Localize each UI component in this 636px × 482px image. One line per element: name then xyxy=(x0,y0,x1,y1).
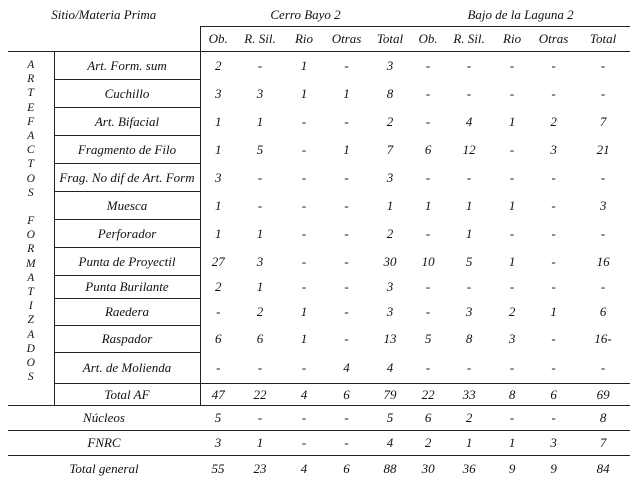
table-cell: 1 xyxy=(445,431,493,456)
row-label: Art. Form. sum xyxy=(54,52,200,80)
vertical-letter: A xyxy=(27,129,34,143)
table-cell: 3 xyxy=(369,52,411,80)
table-cell: 27 xyxy=(200,248,236,276)
table-cell: 10 xyxy=(411,248,445,276)
table-cell: 3 xyxy=(369,164,411,192)
row-label: Muesca xyxy=(54,192,200,220)
table-cell: 4 xyxy=(369,431,411,456)
row-label: Art. de Molienda xyxy=(54,353,200,384)
table-cell: 13 xyxy=(369,326,411,353)
table-cell: - xyxy=(236,406,284,431)
table-cell: 1 xyxy=(493,248,531,276)
site-name-cerro-bayo: Cerro Bayo 2 xyxy=(200,4,411,27)
table-row xyxy=(8,276,630,299)
table-cell: - xyxy=(324,431,369,456)
table-cell: - xyxy=(284,406,324,431)
table-cell: - xyxy=(411,80,445,108)
vertical-letter: F xyxy=(27,214,34,228)
table-cell: - xyxy=(324,326,369,353)
table-cell: - xyxy=(284,108,324,136)
table-cell: 1 xyxy=(200,108,236,136)
table-cell: 1 xyxy=(236,220,284,248)
table-cell: 1 xyxy=(411,192,445,220)
table-cell: 1 xyxy=(200,220,236,248)
table-cell: - xyxy=(284,276,324,299)
table-cell: - xyxy=(236,353,284,384)
vertical-category-label xyxy=(8,52,54,406)
table-cell: - xyxy=(493,276,531,299)
table-cell: - xyxy=(493,136,531,164)
table-cell: - xyxy=(531,80,576,108)
table-cell: - xyxy=(236,192,284,220)
table-cell: - xyxy=(445,80,493,108)
table-cell: 1 xyxy=(236,431,284,456)
table-cell: 6 xyxy=(200,326,236,353)
vertical-letter: T xyxy=(28,285,34,299)
table-cell: - xyxy=(324,108,369,136)
table-cell: 3 xyxy=(369,299,411,326)
column-header: R. Sil. xyxy=(445,27,493,52)
table-row xyxy=(8,220,630,248)
table-cell: 2 xyxy=(369,220,411,248)
row-label: Cuchillo xyxy=(54,80,200,108)
table-row xyxy=(8,136,630,164)
table-cell: 23 xyxy=(236,456,284,482)
table-cell: 79 xyxy=(369,384,411,406)
table-cell: 6 xyxy=(411,136,445,164)
vertical-letter: O xyxy=(27,172,35,186)
table-cell: 55 xyxy=(200,456,236,482)
vertical-letter: I xyxy=(29,299,33,313)
row-label: Perforador xyxy=(54,220,200,248)
table-cell: 3 xyxy=(369,276,411,299)
table-cell: 1 xyxy=(236,276,284,299)
table-cell: 1 xyxy=(200,192,236,220)
table-cell: 5 xyxy=(445,248,493,276)
table-cell: - xyxy=(576,52,630,80)
table-cell: 6 xyxy=(411,406,445,431)
table-cell: 88 xyxy=(369,456,411,482)
table-cell: - xyxy=(531,248,576,276)
table-cell: 5 xyxy=(200,406,236,431)
row-label: Fragmento de Filo xyxy=(54,136,200,164)
table-cell: 21 xyxy=(576,136,630,164)
table-cell: - xyxy=(493,220,531,248)
vertical-letter: T xyxy=(28,86,34,100)
table-cell: - xyxy=(324,52,369,80)
table-cell: 1 xyxy=(531,299,576,326)
table-cell: 1 xyxy=(324,80,369,108)
vertical-letter: C xyxy=(27,143,35,157)
table-row xyxy=(8,108,630,136)
vertical-letter: O xyxy=(27,228,35,242)
vertical-letter: S xyxy=(28,186,34,200)
table-row xyxy=(8,52,630,80)
table-cell: 8 xyxy=(576,406,630,431)
table-cell: - xyxy=(411,299,445,326)
table-cell: 6 xyxy=(531,384,576,406)
table-cell: 3 xyxy=(445,299,493,326)
table-cell: 84 xyxy=(576,456,630,482)
table-cell: - xyxy=(411,220,445,248)
row-label: Frag. No dif de Art. Form xyxy=(54,164,200,192)
table-cell: 4 xyxy=(284,456,324,482)
table-cell: - xyxy=(324,220,369,248)
table-cell: - xyxy=(411,52,445,80)
table-cell: - xyxy=(324,164,369,192)
table-cell: 7 xyxy=(576,431,630,456)
column-header: R. Sil. xyxy=(236,27,284,52)
table-cell: - xyxy=(284,164,324,192)
table-cell: - xyxy=(493,80,531,108)
vertical-letter: O xyxy=(27,356,35,370)
column-header: Rio xyxy=(493,27,531,52)
vertical-letter: D xyxy=(27,342,35,356)
raw-material-table xyxy=(8,4,630,482)
column-header: Rio xyxy=(284,27,324,52)
table-cell: 1 xyxy=(493,431,531,456)
table-cell: - xyxy=(284,353,324,384)
vertical-letter: T xyxy=(28,157,34,171)
table-cell: - xyxy=(576,80,630,108)
table-cell: 30 xyxy=(369,248,411,276)
table-cell: 69 xyxy=(576,384,630,406)
vertical-letter: A xyxy=(27,58,34,72)
table-cell: - xyxy=(284,431,324,456)
table-cell: 7 xyxy=(576,108,630,136)
table-cell: 1 xyxy=(236,108,284,136)
table-cell: 3 xyxy=(576,192,630,220)
column-header: Total xyxy=(576,27,630,52)
table-cell: 2 xyxy=(531,108,576,136)
row-label: Punta Burilante xyxy=(54,276,200,299)
vertical-letter: Z xyxy=(28,313,34,327)
table-cell: 1 xyxy=(369,192,411,220)
table-cell: 5 xyxy=(236,136,284,164)
table-cell: 33 xyxy=(445,384,493,406)
column-header: Otras xyxy=(324,27,369,52)
table-cell: 8 xyxy=(493,384,531,406)
table-cell: - xyxy=(324,299,369,326)
table-cell: 4 xyxy=(284,384,324,406)
table-cell: 1 xyxy=(445,192,493,220)
table-cell: - xyxy=(531,192,576,220)
table-cell: 22 xyxy=(411,384,445,406)
table-cell: 4 xyxy=(369,353,411,384)
table-cell: 8 xyxy=(369,80,411,108)
table-cell: 16 xyxy=(576,248,630,276)
table-row xyxy=(8,164,630,192)
table-cell: 3 xyxy=(200,431,236,456)
column-header: Ob. xyxy=(200,27,236,52)
table-cell: - xyxy=(576,220,630,248)
table-cell: 1 xyxy=(324,136,369,164)
table-cell: - xyxy=(576,164,630,192)
table-cell: - xyxy=(531,220,576,248)
vertical-letter: F xyxy=(27,115,34,129)
table-cell: 16- xyxy=(576,326,630,353)
table-cell: - xyxy=(200,299,236,326)
table-cell: - xyxy=(324,192,369,220)
table-cell: - xyxy=(531,276,576,299)
table-cell: 3 xyxy=(531,136,576,164)
row-label: Núcleos xyxy=(8,406,200,431)
table-row xyxy=(8,192,630,220)
table-cell: - xyxy=(493,353,531,384)
row-label: FNRC xyxy=(8,431,200,456)
table-row xyxy=(8,299,630,326)
table-cell: 2 xyxy=(236,299,284,326)
table-cell: 6 xyxy=(324,384,369,406)
row-label: Total general xyxy=(8,456,200,482)
table-cell: - xyxy=(493,164,531,192)
table-cell: 9 xyxy=(493,456,531,482)
table-cell: 4 xyxy=(445,108,493,136)
table-cell: 36 xyxy=(445,456,493,482)
table-cell: 2 xyxy=(445,406,493,431)
table-cell: 9 xyxy=(531,456,576,482)
site-header-row xyxy=(8,4,630,27)
table-cell: - xyxy=(284,220,324,248)
table-row xyxy=(8,406,630,431)
table-cell: - xyxy=(445,164,493,192)
table-cell: 12 xyxy=(445,136,493,164)
table-cell: 3 xyxy=(493,326,531,353)
table-cell: 3 xyxy=(200,164,236,192)
table-cell: 1 xyxy=(284,299,324,326)
vertical-letter: E xyxy=(27,101,34,115)
vertical-letter: M xyxy=(26,257,36,271)
vertical-letter: R xyxy=(27,242,34,256)
table-cell: 1 xyxy=(284,52,324,80)
table-cell: - xyxy=(493,406,531,431)
table-cell: - xyxy=(445,353,493,384)
table-cell: 30 xyxy=(411,456,445,482)
table-cell: 2 xyxy=(200,276,236,299)
column-header: Ob. xyxy=(411,27,445,52)
table-cell: 6 xyxy=(236,326,284,353)
column-header: Total xyxy=(369,27,411,52)
table-row xyxy=(8,80,630,108)
table-cell: 7 xyxy=(369,136,411,164)
table-cell: - xyxy=(200,353,236,384)
vertical-letter: R xyxy=(27,72,34,86)
table-cell: 3 xyxy=(200,80,236,108)
table-cell: - xyxy=(531,326,576,353)
table-cell: 2 xyxy=(200,52,236,80)
vertical-letter: A xyxy=(27,328,34,342)
site-name-bajo-laguna: Bajo de la Laguna 2 xyxy=(411,4,630,27)
table-cell: 5 xyxy=(411,326,445,353)
table-cell: 1 xyxy=(493,192,531,220)
table-cell: 2 xyxy=(369,108,411,136)
table-cell: 1 xyxy=(284,326,324,353)
table-cell: 1 xyxy=(200,136,236,164)
table-row xyxy=(8,326,630,353)
table-cell: 1 xyxy=(493,108,531,136)
table-cell: - xyxy=(576,353,630,384)
table-cell: - xyxy=(531,406,576,431)
table-cell: - xyxy=(445,52,493,80)
table-row xyxy=(8,353,630,384)
table-row xyxy=(8,456,630,482)
table-cell: 2 xyxy=(411,431,445,456)
table-cell: 1 xyxy=(284,80,324,108)
row-label: Art. Bifacial xyxy=(54,108,200,136)
table-cell: 4 xyxy=(324,353,369,384)
table-row xyxy=(8,431,630,456)
table-cell: - xyxy=(411,276,445,299)
table-cell: 6 xyxy=(576,299,630,326)
table-cell: - xyxy=(411,353,445,384)
table-cell: - xyxy=(493,52,531,80)
table-cell: - xyxy=(411,164,445,192)
table-cell: - xyxy=(236,52,284,80)
table-cell: - xyxy=(576,276,630,299)
table-cell: - xyxy=(324,248,369,276)
table-cell: - xyxy=(284,192,324,220)
table-cell: - xyxy=(284,248,324,276)
table-cell: 3 xyxy=(236,248,284,276)
table-cell: 22 xyxy=(236,384,284,406)
row-label: Total AF xyxy=(54,384,200,406)
vertical-letter: S xyxy=(28,370,34,384)
table-cell: 5 xyxy=(369,406,411,431)
table-cell: 1 xyxy=(445,220,493,248)
vertical-letter: A xyxy=(27,271,34,285)
table-cell: - xyxy=(531,52,576,80)
corner-label: Sitio/Materia Prima xyxy=(8,4,200,52)
row-label: Punta de Proyectil xyxy=(54,248,200,276)
table-cell: 8 xyxy=(445,326,493,353)
table-cell: - xyxy=(445,276,493,299)
table-row xyxy=(8,248,630,276)
table-cell: - xyxy=(324,406,369,431)
table-cell: 47 xyxy=(200,384,236,406)
table-cell: 3 xyxy=(236,80,284,108)
table-row xyxy=(8,384,630,406)
table-cell: - xyxy=(531,164,576,192)
table-cell: 2 xyxy=(493,299,531,326)
row-label: Raedera xyxy=(54,299,200,326)
table-cell: - xyxy=(411,108,445,136)
table-cell: - xyxy=(324,276,369,299)
table-cell: - xyxy=(236,164,284,192)
table-cell: 6 xyxy=(324,456,369,482)
table-cell: 3 xyxy=(531,431,576,456)
column-header: Otras xyxy=(531,27,576,52)
row-label: Raspador xyxy=(54,326,200,353)
table-cell: - xyxy=(284,136,324,164)
table-cell: - xyxy=(531,353,576,384)
